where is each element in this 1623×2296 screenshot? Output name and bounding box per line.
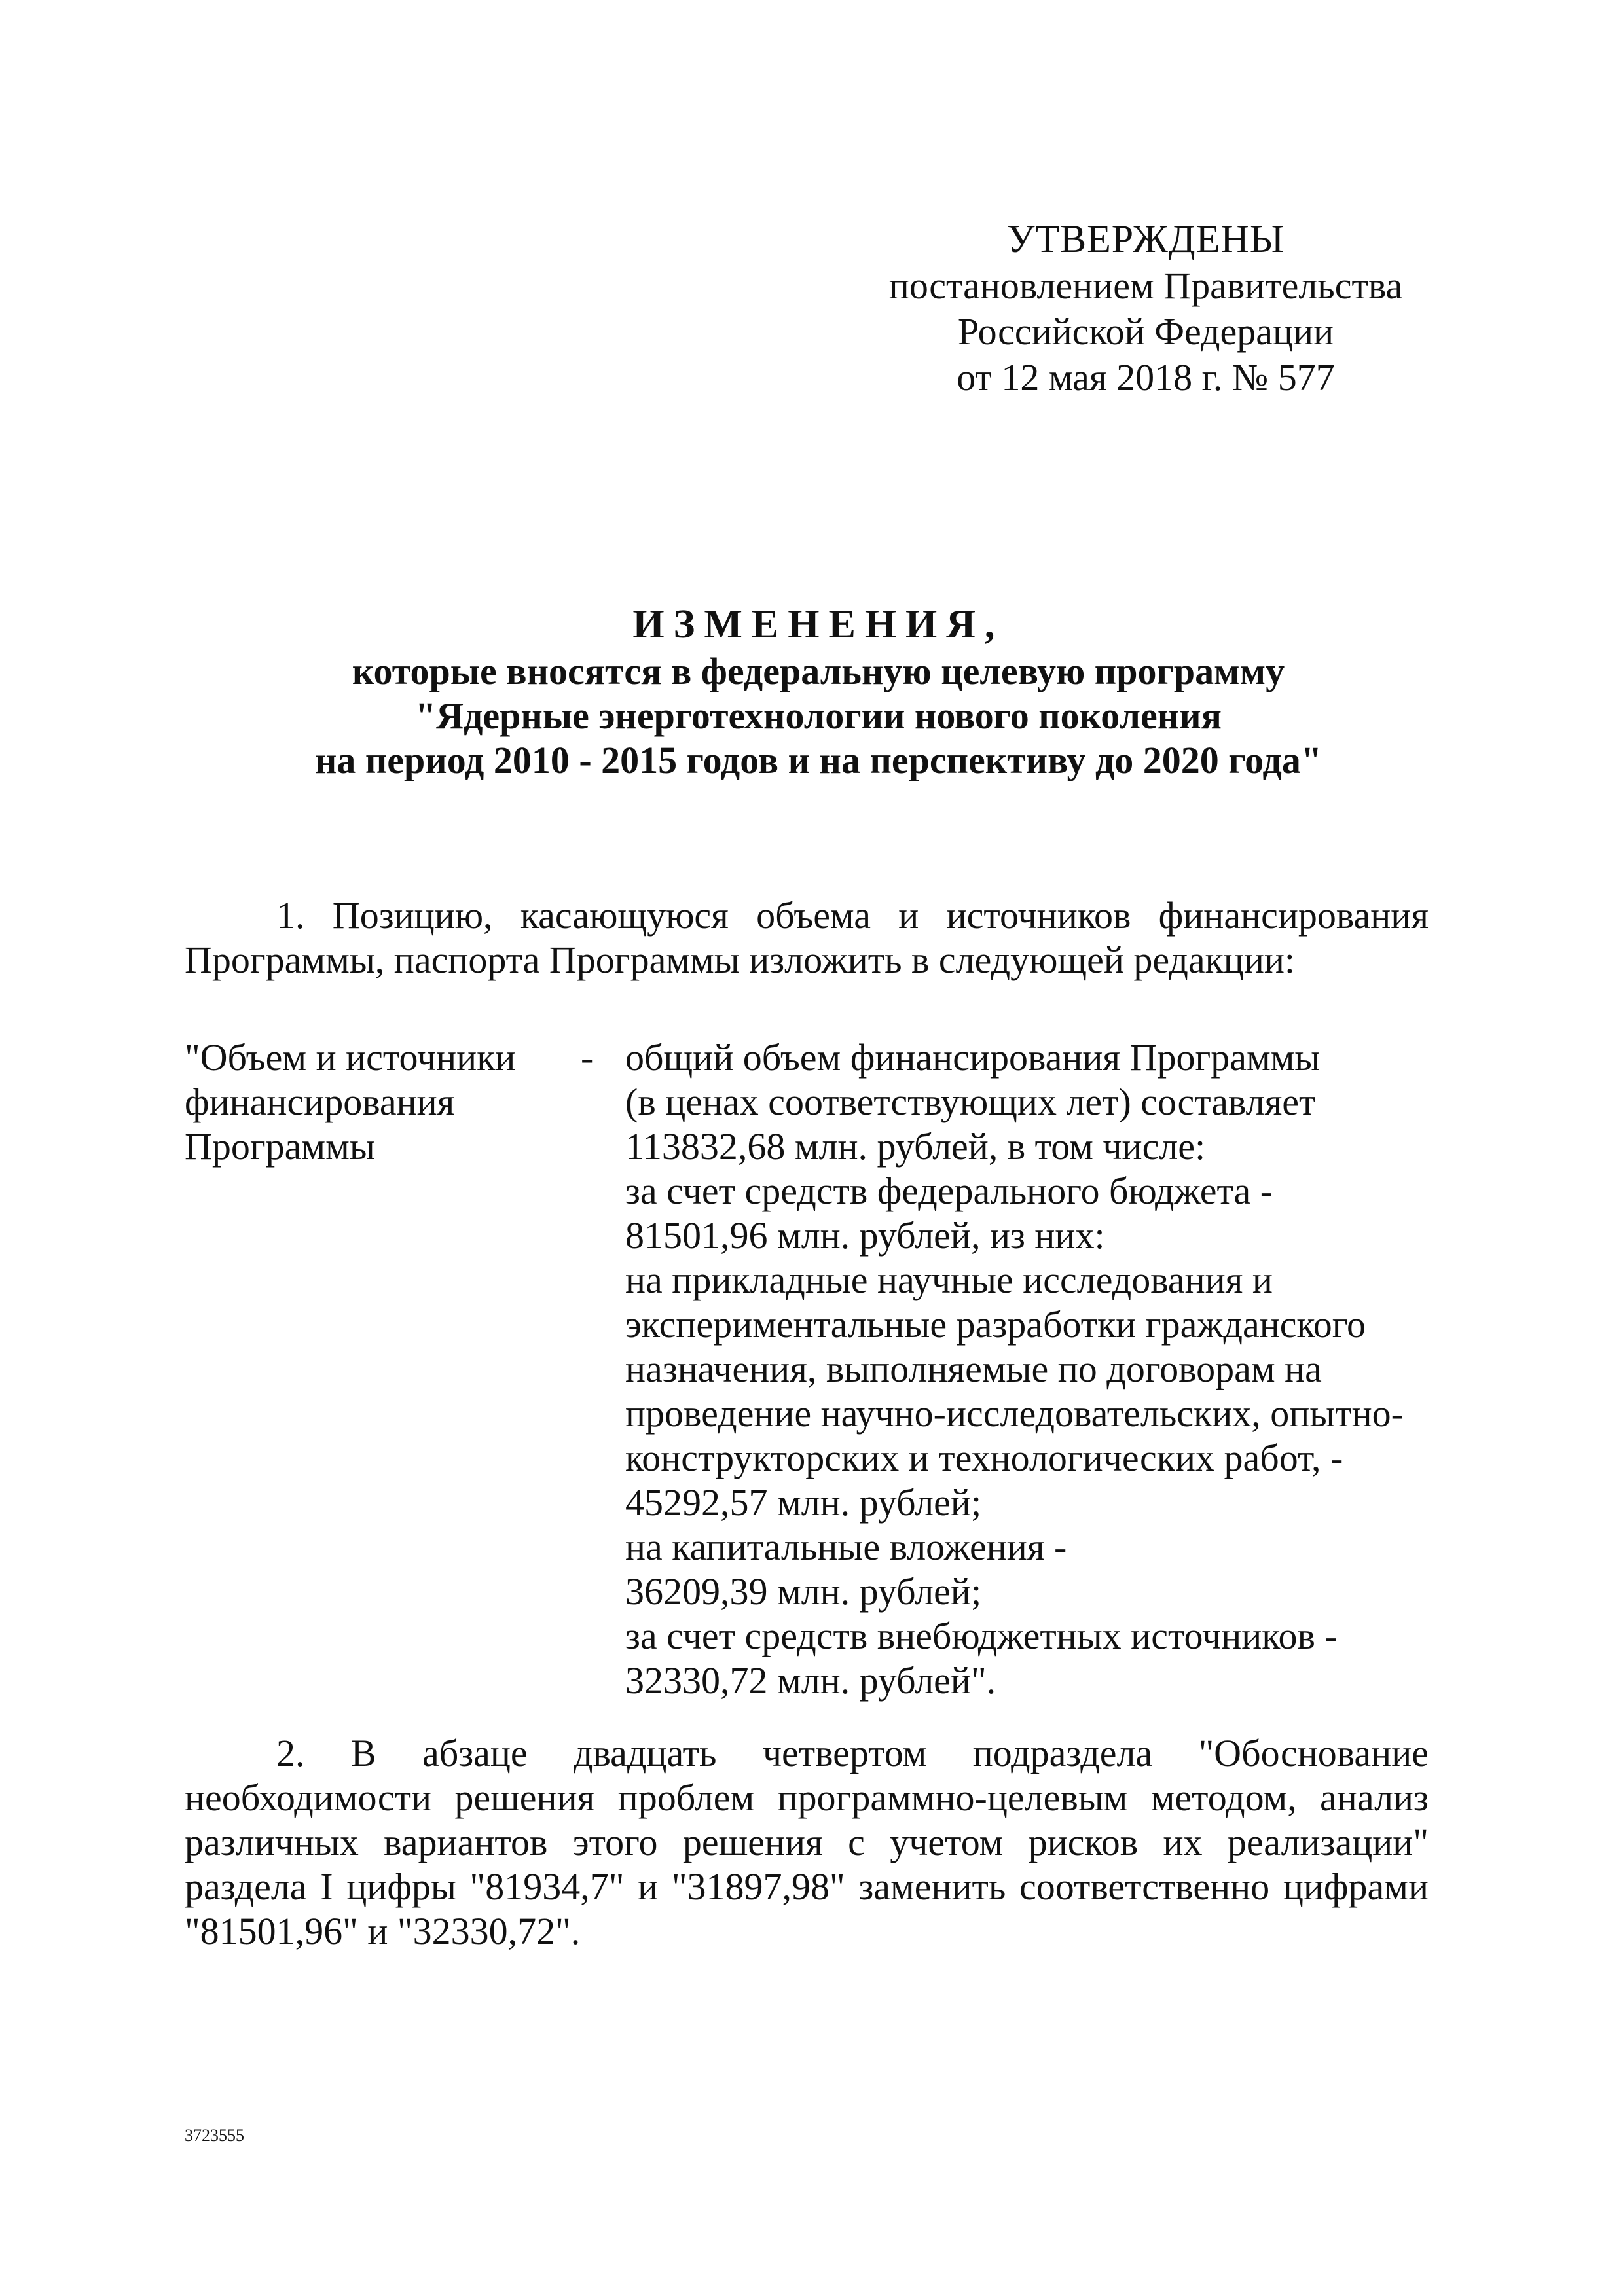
passport-body-line: за счет средств внебюджетных источников - — [625, 1615, 1338, 1657]
passport-body-line: 32330,72 млн. рублей". — [625, 1659, 996, 1702]
paragraph-2-line-2: необходимости решения проблем программно-целевым методом, анализ — [185, 1776, 1429, 1819]
passport-body-line: 113832,68 млн. рублей, в том числе: — [625, 1125, 1206, 1168]
passport-body-line: на капитальные вложения - — [625, 1526, 1067, 1568]
paragraph-2-line-4: раздела I цифры "81934,7" и "31897,98" заменить соответственно цифрами — [185, 1865, 1429, 1908]
paragraph-2 — [185, 1731, 1429, 1954]
paragraph-2-line-1: 2. В абзаце двадцать четвертом подраздела "Обоснование — [276, 1732, 1429, 1774]
passport-dash: - — [581, 1036, 594, 1079]
passport-label-line: "Объем и источники — [185, 1036, 516, 1079]
title-line-1: которые вносятся в федеральную целевую программу — [352, 650, 1285, 692]
passport-body-line: 36209,39 млн. рублей; — [625, 1570, 982, 1613]
title-line-3: на период 2010 - 2015 годов и на перспективу до 2020 года" — [314, 739, 1322, 781]
passport-body-line: назначения, выполняемые по договорам на — [625, 1348, 1322, 1390]
paragraph-1-line-1: 1. Позицию, касающуюся объема и источников финансирования — [276, 894, 1429, 937]
title-heading: ИЗМЕНЕНИЯ, — [632, 602, 1004, 647]
passport-body-line: за счет средств федерального бюджета - — [625, 1170, 1273, 1212]
paragraph-1-line-2: Программы, паспорта Программы изложить в следующей редакции: — [185, 939, 1296, 981]
passport-body-line: (в ценах соответствующих лет) составляет — [625, 1081, 1316, 1123]
paragraph-1 — [185, 893, 1429, 982]
passport-body-line: проведение научно-исследовательских, опытно- — [625, 1392, 1404, 1435]
passport-label — [185, 1035, 551, 1169]
passport-body-line: 45292,57 млн. рублей; — [625, 1481, 982, 1524]
document-code: 3723555 — [185, 2126, 244, 2145]
passport-body — [625, 1035, 1431, 1703]
passport-label-line: финансирования — [185, 1081, 455, 1123]
passport-body-line: экспериментальные разработки гражданского — [625, 1303, 1366, 1346]
passport-label-line: Программы — [185, 1125, 375, 1168]
passport-body-line: на прикладные научные исследования и — [625, 1259, 1273, 1301]
approval-line-3: от 12 мая 2018 г. № 577 — [957, 356, 1335, 399]
approval-line-1: постановлением Правительства — [888, 264, 1403, 307]
paragraph-2-line-3: различных вариантов этого решения с учетом рисков их реализации" — [185, 1821, 1429, 1863]
approval-line-2: Российской Федерации — [957, 310, 1334, 353]
passport-body-line: 81501,96 млн. рублей, из них: — [625, 1214, 1105, 1257]
paragraph-2-line-5: "81501,96" и "32330,72". — [185, 1910, 581, 1952]
approval-title: УТВЕРЖДЕНЫ — [1006, 217, 1285, 260]
passport-body-line: конструкторских и технологических работ, - — [625, 1437, 1343, 1479]
passport-body-line: общий объем финансирования Программы — [625, 1036, 1321, 1079]
document-title — [164, 602, 1473, 783]
approval-stamp — [851, 216, 1440, 401]
title-line-2: "Ядерные энерготехнологии нового поколения — [414, 694, 1222, 737]
